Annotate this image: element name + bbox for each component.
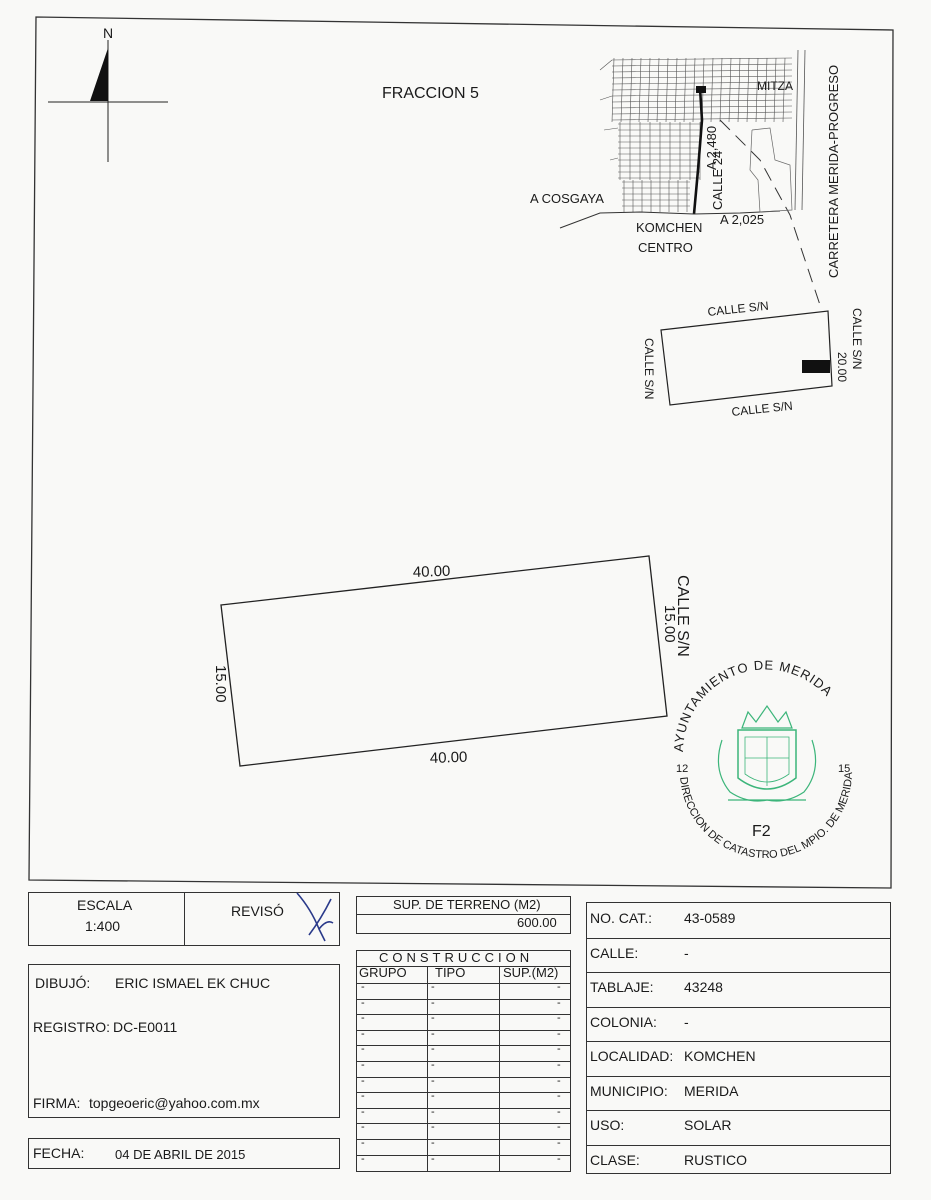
info-label: COLONIA:: [590, 1013, 657, 1030]
block-top-street: CALLE S/N: [706, 298, 770, 319]
lot-top-dim: 40.00: [412, 562, 451, 581]
row-tipo: -: [431, 1027, 435, 1040]
construccion-row-line: [357, 1108, 570, 1109]
info-value: 43-0589: [684, 910, 736, 926]
block-left-street: CALLE S/N: [642, 338, 656, 400]
row-grupo: -: [361, 1012, 365, 1025]
row-tipo: -: [431, 1137, 435, 1149]
superficie-box: [356, 896, 571, 934]
street-line: [604, 128, 618, 130]
row-grupo: -: [361, 1074, 365, 1087]
construccion-row-line: [357, 1077, 570, 1078]
info-label: CALLE:: [590, 944, 639, 961]
info-label: USO:: [590, 1117, 625, 1133]
seal-left-num: 12: [676, 763, 689, 775]
construccion-row-line: [357, 1030, 570, 1031]
escala-box: [28, 892, 340, 946]
construccion-row-line: [357, 983, 570, 984]
construccion-row-line: [357, 999, 570, 1000]
info-row-line: [587, 1110, 890, 1111]
registro-value: DC-E0011: [113, 1019, 178, 1035]
row-sup: -: [557, 1074, 561, 1087]
construccion-row-line: [357, 1155, 570, 1156]
seal-code: F2: [752, 823, 771, 840]
info-value: KOMCHEN: [684, 1048, 756, 1064]
label-komchen: KOMCHEN: [636, 220, 703, 235]
registro-label: REGISTRO:: [33, 1019, 111, 1035]
row-sup: -: [557, 1152, 561, 1165]
label-to-cosgaya: A COSGAYA: [530, 191, 604, 206]
construccion-label: CONSTRUCCION: [379, 950, 534, 965]
info-label: NO. CAT.:: [590, 910, 652, 926]
row-grupo: -: [361, 1059, 365, 1071]
dibujo-label: DIBUJÓ:: [35, 975, 91, 991]
col-sup: SUP.(M2): [503, 965, 559, 980]
svg-text:DIRECCION DE CATASTRO DEL MPIO: [677, 771, 855, 861]
row-sup: -: [557, 981, 561, 993]
fecha-value: 04 DE ABRIL DE 2015: [115, 1147, 246, 1162]
superficie-value: 600.00: [517, 915, 557, 930]
lot-street-label: CALLE S/N: [674, 575, 691, 657]
seal-right-num: 15: [838, 763, 851, 775]
street-line: [693, 58, 695, 122]
construccion-row-line: [357, 1045, 570, 1046]
construccion-row-line: [357, 1014, 570, 1015]
info-label: LOCALIDAD:: [590, 1048, 674, 1064]
reviso-signature-icon: [291, 889, 339, 945]
row-tipo: -: [431, 1152, 435, 1165]
firma-value: topgeoeric@yahoo.com.mx: [89, 1095, 260, 1111]
construccion-row-line: [357, 1092, 570, 1093]
info-row-line: [587, 1007, 890, 1008]
construccion-row-line: [357, 1139, 570, 1140]
north-label: N: [103, 25, 114, 41]
block-right-street: CALLE S/N: [850, 308, 864, 370]
street-line: [612, 94, 792, 96]
row-grupo: -: [361, 1043, 365, 1056]
row-tipo: -: [431, 1121, 435, 1134]
row-sup: -: [557, 996, 561, 1009]
label-centro: CENTRO: [638, 240, 693, 255]
row-tipo: -: [431, 1012, 435, 1025]
street-line: [639, 58, 641, 122]
reviso-label: REVISÓ: [231, 903, 284, 919]
row-sup: -: [557, 1121, 561, 1134]
street-line: [711, 58, 713, 122]
row-sup: -: [557, 1012, 561, 1025]
row-grupo: -: [361, 996, 365, 1009]
street-line: [666, 58, 668, 122]
row-grupo: -: [361, 1027, 365, 1040]
author-box: [28, 964, 340, 1118]
fecha-box: [28, 1138, 340, 1169]
info-label: CLASE:: [590, 1151, 640, 1168]
row-grupo: -: [361, 1152, 365, 1165]
row-tipo: -: [431, 1090, 435, 1103]
block-bottom-street: CALLE S/N: [730, 398, 794, 419]
construccion-table: [356, 950, 571, 1172]
row-sup: -: [557, 1059, 561, 1071]
lot-bottom-dim: 40.00: [429, 748, 468, 767]
construccion-row-line: [357, 1123, 570, 1124]
row-sup: -: [557, 1043, 561, 1056]
label-highway: CARRETERA MERIDA-PROGRESO: [826, 64, 841, 278]
escala-label: ESCALA: [77, 897, 133, 913]
street-line: [684, 58, 686, 122]
fecha-label: FECHA:: [33, 1145, 85, 1161]
row-grupo: -: [361, 1137, 365, 1149]
lot-left-dim: 15.00: [212, 665, 229, 703]
row-grupo: -: [361, 981, 365, 993]
row-grupo: -: [361, 1121, 365, 1134]
north-arrow-icon: [48, 25, 168, 162]
info-value: 43248: [684, 979, 723, 995]
row-sup: -: [557, 1105, 561, 1118]
info-row-line: [587, 972, 890, 973]
lot-right-dim: 15.00: [661, 605, 678, 643]
label-mitza: MITZA: [757, 79, 793, 93]
lot-polygon: [212, 556, 691, 767]
row-tipo: -: [431, 981, 435, 993]
row-grupo: -: [361, 1105, 365, 1118]
firma-label: FIRMA:: [33, 1095, 81, 1111]
superficie-label: SUP. DE TERRENO (M2): [393, 897, 541, 912]
seal-ring-top: AYUNTAMIENTO DE MERIDA: [670, 657, 836, 753]
seal-ring-bottom: DIRECCION DE CATASTRO DEL MPIO. DE MERIDA: [677, 771, 856, 862]
street-line: [600, 60, 612, 70]
street-line: [720, 58, 722, 122]
street-line: [657, 58, 659, 122]
info-label: TABLAJE:: [590, 979, 654, 995]
block-dim: 20.00: [835, 352, 849, 383]
row-sup: -: [557, 1027, 561, 1040]
fraction-title: FRACCION 5: [382, 85, 479, 102]
svg-text:AYUNTAMIENTO DE MERIDA: [671, 657, 836, 752]
street-line: [612, 58, 792, 60]
street-line: [600, 96, 612, 100]
escala-value: 1:400: [85, 918, 121, 934]
street-line: [612, 64, 792, 66]
street-line: [675, 58, 677, 122]
info-row-line: [587, 938, 890, 939]
info-value: RUSTICO: [684, 1151, 747, 1168]
cadastral-info-table: [586, 902, 891, 1174]
info-value: -: [684, 1013, 689, 1030]
row-tipo: -: [431, 1059, 435, 1071]
info-value: SOLAR: [684, 1117, 732, 1133]
street-line: [610, 158, 618, 160]
row-tipo: -: [431, 1043, 435, 1056]
row-grupo: -: [361, 1090, 365, 1103]
street-line: [612, 76, 792, 78]
block-map: [642, 299, 864, 419]
row-sup: -: [557, 1137, 561, 1149]
info-row-line: [587, 1041, 890, 1042]
col-grupo: GRUPO: [359, 965, 407, 980]
street-line: [612, 70, 792, 72]
info-value: MERIDA: [684, 1082, 739, 1099]
label-dist-2480: A 2,480: [704, 125, 719, 170]
municipal-seal-stamp: [671, 657, 855, 861]
info-row-line: [587, 1076, 890, 1077]
row-tipo: -: [431, 996, 435, 1009]
row-tipo: -: [431, 1105, 435, 1118]
label-dist-2025: A 2,025: [720, 212, 765, 227]
info-label: MUNICIPIO:: [590, 1082, 668, 1099]
info-row-line: [587, 1145, 890, 1146]
construccion-row-line: [357, 1061, 570, 1062]
dibujo-value: ERIC ISMAEL EK CHUC: [115, 975, 271, 991]
row-tipo: -: [431, 1074, 435, 1087]
row-sup: -: [557, 1090, 561, 1103]
street-line: [648, 58, 650, 122]
info-value: -: [684, 944, 689, 961]
label-calle-24: CALLE 24: [710, 150, 725, 210]
col-tipo: TIPO: [435, 965, 466, 980]
